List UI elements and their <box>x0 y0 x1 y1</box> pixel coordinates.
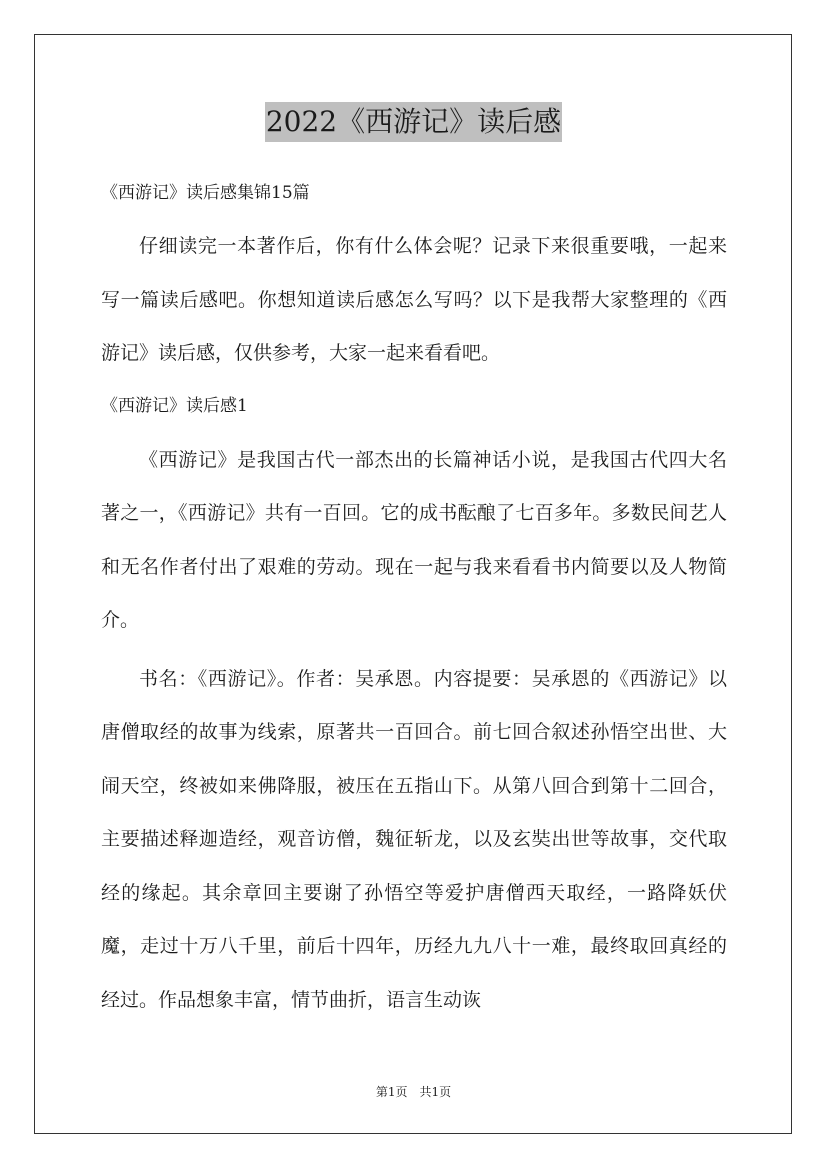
page-number: 第1页 <box>375 1085 408 1099</box>
page-total: 共1页 <box>419 1085 452 1099</box>
document-title-text: 2022《西游记》读后感 <box>265 102 562 142</box>
document-subtitle: 《西游记》读后感集锦15篇 <box>101 183 310 203</box>
intro-paragraph: 仔细读完一本著作后，你有什么体会呢？记录下来很重要哦，一起来写一篇读后感吧。你想知道读后感怎么写吗？以下是我帮大家整理的《西游记》读后感，仅供参考，大家一起来看看吧。 <box>101 235 727 364</box>
document-body <box>101 170 727 1027</box>
page-footer <box>0 1084 827 1100</box>
document-title <box>0 101 827 142</box>
section-heading: 《西游记》读后感1 <box>101 395 248 416</box>
body-paragraph-2: 书名：《西游记》。作者：吴承恩。内容提要：吴承恩的《西游记》以唐僧取经的故事为线索，原著共一百回合。前七回合叙述孙悟空出世、大闹天空，终被如来佛降服，被压在五指山下。从第八回合到第十二回合，主要描述释迦造经，观音访僧，魏征斩龙，以及玄奘出世等故事，交代取经的缘起。其余章回主要谢了孙悟空等爱护唐僧西天取经，一路降妖伏魔，走过十万八千里，前后十四年，历经九九八十一难，最终取回真经的经过。作品想象丰富，情节曲折，语言生动诙 <box>101 667 727 1011</box>
body-paragraph-1: 《西游记》是我国古代一部杰出的长篇神话小说，是我国古代四大名著之一，《西游记》共有一百回。它的成书酝酿了七百多年。多数民间艺人和无名作者付出了艰难的劳动。现在一起与我来看看书内简要以及人物简介。 <box>101 448 727 631</box>
